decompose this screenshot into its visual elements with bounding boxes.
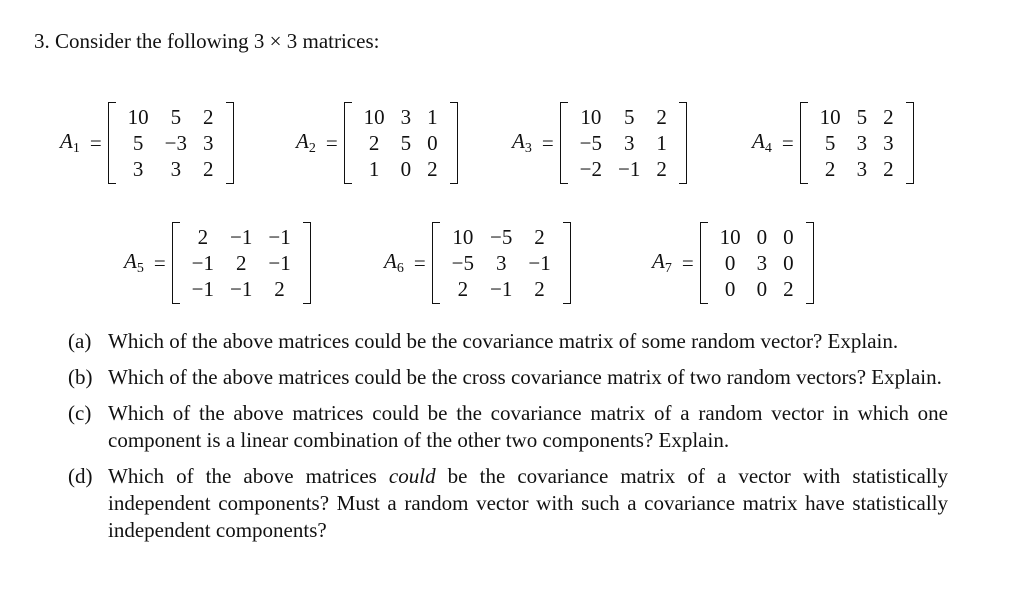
matrix-label: $A_2$ (296, 129, 316, 156)
part-label: (c) (68, 401, 92, 425)
matrix-a4 (752, 100, 914, 186)
part-text: Which of the above matrices could be the covariance matrix of some random vector? Explain. (108, 329, 899, 353)
matrix-body (108, 102, 234, 184)
matrix-a2 (296, 100, 458, 186)
matrix-cell: 2 (274, 277, 285, 301)
matrix-cell: 2 (457, 277, 469, 301)
matrix-a1 (60, 100, 234, 186)
matrix-cell: 2 (534, 225, 545, 249)
matrix-cell: 0 (724, 251, 736, 275)
problem-heading: 3. Consider the following 3 × 3 matrices: (34, 29, 380, 53)
matrix-cell: 2 (656, 105, 667, 129)
matrix-body (560, 102, 687, 184)
matrix-cell: 10 (127, 105, 149, 129)
matrix-cell: 5 (170, 105, 182, 129)
matrix-body (344, 102, 458, 184)
matrix-label: $A_3$ (512, 129, 532, 156)
matrix-label: $A_4$ (752, 129, 772, 156)
matrix-cell: −5 (451, 251, 475, 275)
matrix-cell: −1 (230, 225, 253, 249)
matrix-cell: 3 (856, 131, 868, 155)
matrix-cell: 10 (580, 105, 602, 129)
matrix-cell: 2 (197, 225, 209, 249)
matrix-cell: 0 (783, 225, 794, 249)
matrix-cell: 0 (756, 277, 768, 301)
matrix-body (700, 222, 814, 304)
matrix-cell: 10 (819, 105, 841, 129)
matrix-cell: 3 (623, 131, 635, 155)
matrix-cell: 0 (756, 225, 768, 249)
matrix-cell: 3 (400, 105, 412, 129)
matrix-cell: −1 (490, 277, 513, 301)
matrix-cell: 5 (400, 131, 412, 155)
matrix-cell: −3 (164, 131, 188, 155)
matrix-cell: 1 (368, 157, 380, 181)
part-label: (b) (68, 365, 93, 389)
equals-sign: = (541, 130, 554, 155)
matrix-cell: 2 (534, 277, 545, 301)
matrix-body (172, 222, 311, 304)
matrix-cell: −1 (618, 157, 641, 181)
matrix-a5 (124, 220, 311, 306)
matrix-cell: 5 (132, 131, 144, 155)
matrix-cell: 0 (400, 157, 412, 181)
matrix-cell: 2 (883, 157, 894, 181)
question-part-a (68, 328, 948, 355)
matrix-body (800, 102, 914, 184)
equals-sign: = (153, 250, 166, 275)
question-part-c (68, 400, 948, 454)
part-text: Which of the above matrices could be the covariance matrix of a vector with statistically independent components? Must a random vector with such a covariance matrix have statistically independent components? (108, 464, 948, 542)
matrix-cell: −1 (230, 277, 253, 301)
matrix-cell: −1 (191, 277, 215, 301)
matrix-cell: 5 (623, 105, 635, 129)
part-text: Which of the above matrices could be the covariance matrix of a random vector in which one component is a linear combination of the other two components? Explain. (108, 401, 948, 452)
matrix-a3 (512, 100, 687, 186)
part-label: (a) (68, 329, 92, 353)
emphasis-could: could (388, 464, 436, 488)
matrix-cell: 0 (783, 251, 794, 275)
equals-sign: = (89, 130, 102, 155)
equals-sign: = (413, 250, 426, 275)
matrix-cell: −1 (268, 225, 291, 249)
matrix-label: $A_7$ (652, 249, 672, 276)
matrix-cell: 5 (824, 131, 836, 155)
matrix-cell: 2 (203, 157, 214, 181)
matrix-cell: 10 (719, 225, 741, 249)
matrix-cell: 2 (656, 157, 667, 181)
matrix-cell: 10 (363, 105, 385, 129)
matrix-cell: 1 (427, 105, 438, 129)
matrix-label: $A_1$ (60, 129, 80, 156)
matrix-cell: 0 (427, 131, 438, 155)
matrix-a7 (652, 220, 814, 306)
matrix-cell: 2 (203, 105, 214, 129)
matrix-cell: 3 (495, 251, 507, 275)
matrix-cell: 3 (132, 157, 144, 181)
matrix-cell: 2 (783, 277, 794, 301)
matrix-cell: 3 (856, 157, 868, 181)
matrix-label: $A_5$ (124, 249, 144, 276)
matrix-cell: 3 (170, 157, 182, 181)
matrix-cell: 5 (856, 105, 868, 129)
question-parts (68, 328, 948, 553)
equals-sign: = (325, 130, 338, 155)
matrix-cell: −2 (579, 157, 603, 181)
part-text: Which of the above matrices could be the cross covariance matrix of two random vectors? Explain. (108, 365, 942, 389)
matrix-cell: 2 (427, 157, 438, 181)
matrix-cell: 3 (756, 251, 768, 275)
matrix-cell: 2 (235, 251, 247, 275)
matrix-cell: 0 (724, 277, 736, 301)
matrix-cell: 2 (883, 105, 894, 129)
matrix-cell: 10 (452, 225, 474, 249)
matrix-cell: −5 (579, 131, 603, 155)
matrix-body (432, 222, 571, 304)
equals-sign: = (781, 130, 794, 155)
part-label: (d) (68, 464, 93, 488)
matrix-cell: 3 (883, 131, 894, 155)
matrix-a6 (384, 220, 571, 306)
matrix-cell: −5 (490, 225, 513, 249)
matrix-cell: −1 (528, 251, 551, 275)
matrix-cell: 2 (368, 131, 380, 155)
matrix-label: $A_6$ (384, 249, 404, 276)
matrix-cell: −1 (191, 251, 215, 275)
question-part-d (68, 463, 948, 544)
question-part-b (68, 364, 948, 391)
equals-sign: = (681, 250, 694, 275)
matrix-cell: −1 (268, 251, 291, 275)
matrix-cell: 1 (656, 131, 667, 155)
matrix-cell: 2 (824, 157, 836, 181)
matrix-cell: 3 (203, 131, 214, 155)
